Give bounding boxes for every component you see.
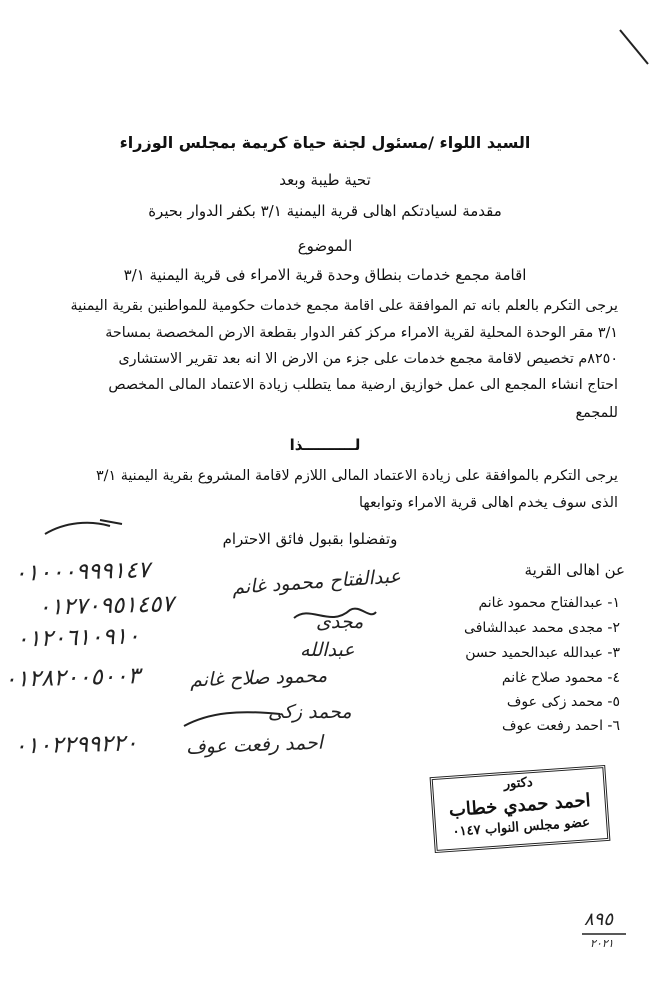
request-line: الذى سوف يخدم اهالى قرية الامراء وتوابعها: [359, 495, 618, 511]
handwritten-phone: ٠١٢٠٦١٠٩١٠: [15, 623, 140, 653]
signer-name: ٤- محمود صلاح غانم: [501, 670, 620, 686]
body-line: يرجى التكرم بالعلم بانه تم الموافقة على اقامة مجمع خدمات حكومية للمواطنين بقرية اليمنية: [70, 298, 618, 314]
request-line: يرجى التكرم بالموافقة على زيادة الاعتماد المالى اللازم لاقامة المشروع بقرية اليمنية ٣/١: [95, 468, 618, 484]
stamp-subtitle: عضو مجلس النواب ٠١٤٧: [452, 815, 591, 840]
official-stamp: [430, 765, 611, 853]
signer-name: ٢- مجدى محمد عبدالشافى: [464, 620, 620, 636]
subject-label: الموضوع: [297, 237, 353, 255]
body-line: احتاج انشاء المجمع الى عمل خوازيق ارضية مما يتطلب زيادة الاعتماد المالى المخصص: [108, 377, 618, 393]
addressee: السيد اللواء /مسئول لجنة حياة كريمة بمجلس الوزراء: [119, 133, 531, 152]
handwritten-signature: مجدى: [316, 611, 364, 633]
therefore-heading: لــــــــــذا: [289, 436, 361, 454]
handwritten-signature: عبدالله: [300, 639, 355, 661]
body-line: ٣/١ مقر الوحدة المحلية لقرية الامراء مركز كفر الدوار بقطعة الارض المخصصة بمساحة: [105, 325, 618, 341]
greeting: تحية طيبة وبعد: [279, 171, 371, 189]
body-line: للمجمع: [575, 405, 618, 421]
closing: وتفضلوا بقبول فائق الاحترام: [222, 530, 398, 548]
signer-name: ٥- محمد زكى عوف: [506, 694, 620, 710]
signer-name: ١- عبدالفتاح محمود غانم: [478, 595, 620, 611]
handwritten-phone: ٠١٠٢٢٩٩٢٢٠: [13, 730, 138, 760]
stamp-title: دكتور: [503, 775, 534, 793]
corner-mark: [618, 28, 650, 68]
scribble-mark: [180, 706, 290, 732]
handwritten-signature: محمد زكى: [268, 701, 352, 723]
signer-name: ٣- عبدالله عبدالحميد حسن: [465, 645, 620, 661]
handwritten-signature: عبدالفتاح محمود غانم: [231, 565, 402, 599]
handwritten-signature: احمد رفعت عوف: [185, 731, 324, 759]
handwritten-signature: محمود صلاح غانم: [189, 664, 328, 692]
scribble-mark: [40, 512, 130, 542]
intro-line: مقدمة لسيادتكم اهالى قرية اليمنية ٣/١ بكفر الدوار بحيرة: [148, 202, 502, 220]
stamp-name: احمد حمدي خطاب: [448, 790, 592, 821]
handwritten-phone: ٠١٢٨٢٠٠٥٠٠٣: [3, 663, 141, 693]
signers-label: عن اهالى القرية: [524, 561, 625, 579]
signer-name: ٦- احمد رفعت عوف: [502, 718, 620, 734]
body-line: ٨٢٥٠م تخصيص لاقامة مجمع خدمات على جزء من الارض الا انه بعد تقرير الاستشارى: [118, 351, 618, 367]
scribble-mark: [290, 600, 380, 633]
handwritten-phone: ٠١٢٧٠٩٥١٤٥٧: [37, 591, 175, 621]
subject: اقامة مجمع خدمات بنطاق وحدة قرية الامراء فى قرية اليمنية ٣/١: [123, 266, 527, 284]
page-number-mark: ٨٩٥: [584, 909, 614, 930]
handwritten-phone: ٠١٠٠٠٩٩٩١٤٧: [13, 557, 151, 587]
page-date-mark: ٢٠٢١: [590, 937, 614, 950]
